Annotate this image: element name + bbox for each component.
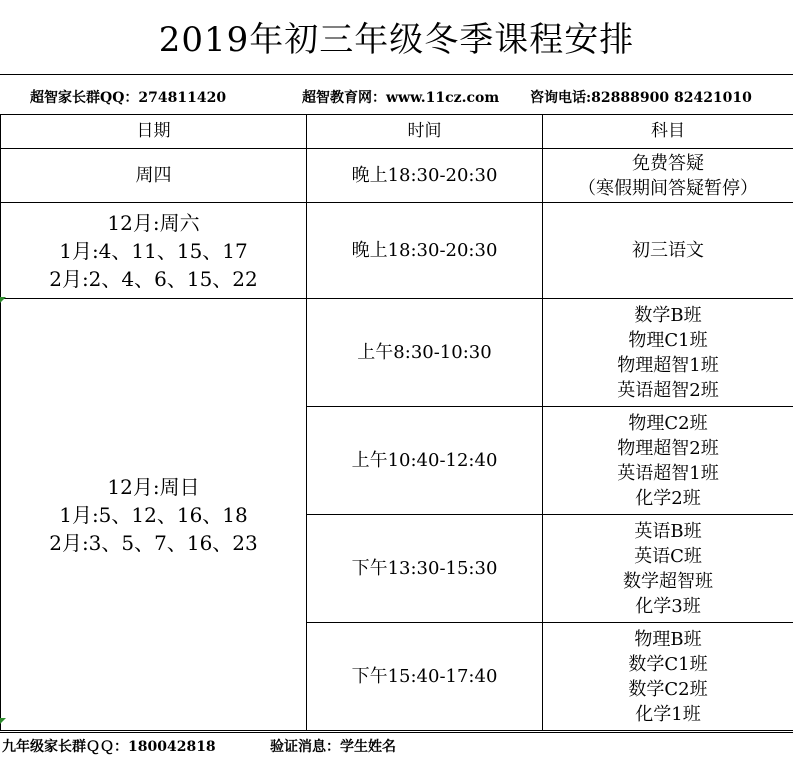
subject-line: 英语C班 <box>634 545 702 567</box>
table-header-row <box>1 115 793 149</box>
date-line: 1月:4、11、15、17 <box>59 238 248 263</box>
subject-line: 英语超智1班 <box>617 462 719 484</box>
subject-line: 物理B班 <box>634 628 702 650</box>
date-cell <box>1 149 307 203</box>
date-line: 12月:周六 <box>107 210 200 235</box>
date-line: 2月:3、5、7、16、23 <box>49 530 258 555</box>
info-bar <box>0 78 793 112</box>
subject-cell <box>543 203 793 299</box>
subject-line: 初三语文 <box>632 240 704 261</box>
subject-cell <box>543 515 793 623</box>
subject-line: 数学C1班 <box>628 653 708 675</box>
subject-line: 物理C1班 <box>628 329 708 351</box>
time-cell: 晚上18:30-20:30 <box>307 149 543 203</box>
subject-line: 化学2班 <box>635 487 701 509</box>
subject-cell <box>543 623 793 731</box>
time-cell: 下午15:40-17:40 <box>307 623 543 731</box>
footer-bar <box>0 732 793 759</box>
subject-line: 数学B班 <box>634 304 702 326</box>
table-row <box>1 203 793 299</box>
subject-line: 物理C2班 <box>628 412 708 434</box>
subject-cell <box>543 407 793 515</box>
time-cell: 上午8:30-10:30 <box>307 299 543 407</box>
subject-cell <box>543 299 793 407</box>
cell-comment-marker <box>0 297 6 303</box>
verify-message: 验证消息：学生姓名 <box>270 739 396 755</box>
header-date: 日期 <box>1 115 307 149</box>
subject-cell <box>543 149 793 203</box>
page-title: 2019年初三年级冬季课程安排 <box>158 20 635 60</box>
subject-line: （寒假期间答疑暂停） <box>578 177 758 199</box>
phone-info: 咨询电话:82888900 82421010 <box>530 90 752 106</box>
header-subject: 科目 <box>543 115 793 149</box>
table-row <box>1 149 793 203</box>
date-line: 周四 <box>135 165 172 186</box>
subject-line: 物理超智2班 <box>617 437 719 459</box>
subject-line: 化学3班 <box>635 595 701 617</box>
subject-line: 物理超智1班 <box>617 354 719 376</box>
date-line: 2月:2、4、6、15、22 <box>49 266 258 291</box>
subject-line: 免费答疑 <box>632 152 704 174</box>
subject-line: 数学超智班 <box>623 570 713 592</box>
table-row <box>1 299 793 407</box>
parent-group-info: 超智家长群QQ：274811420 <box>30 90 227 106</box>
date-cell <box>1 299 307 731</box>
title-divider <box>0 74 793 75</box>
header-time: 时间 <box>307 115 543 149</box>
grade-group-info: 九年级家长群ＱＱ：180042818 <box>2 739 216 755</box>
subject-line: 数学C2班 <box>628 678 708 700</box>
website-info: 超智教育网：www.11cz.com <box>302 90 500 106</box>
subject-line: 英语B班 <box>634 520 702 542</box>
date-cell <box>1 203 307 299</box>
time-cell: 下午13:30-15:30 <box>307 515 543 623</box>
schedule-table <box>0 114 793 731</box>
date-line: 1月:5、12、16、18 <box>59 502 248 527</box>
time-cell: 上午10:40-12:40 <box>307 407 543 515</box>
subject-line: 英语超智2班 <box>617 379 719 401</box>
subject-line: 化学1班 <box>635 703 701 725</box>
time-cell: 晚上18:30-20:30 <box>307 203 543 299</box>
date-line: 12月:周日 <box>107 474 200 499</box>
cell-comment-marker <box>0 718 6 724</box>
